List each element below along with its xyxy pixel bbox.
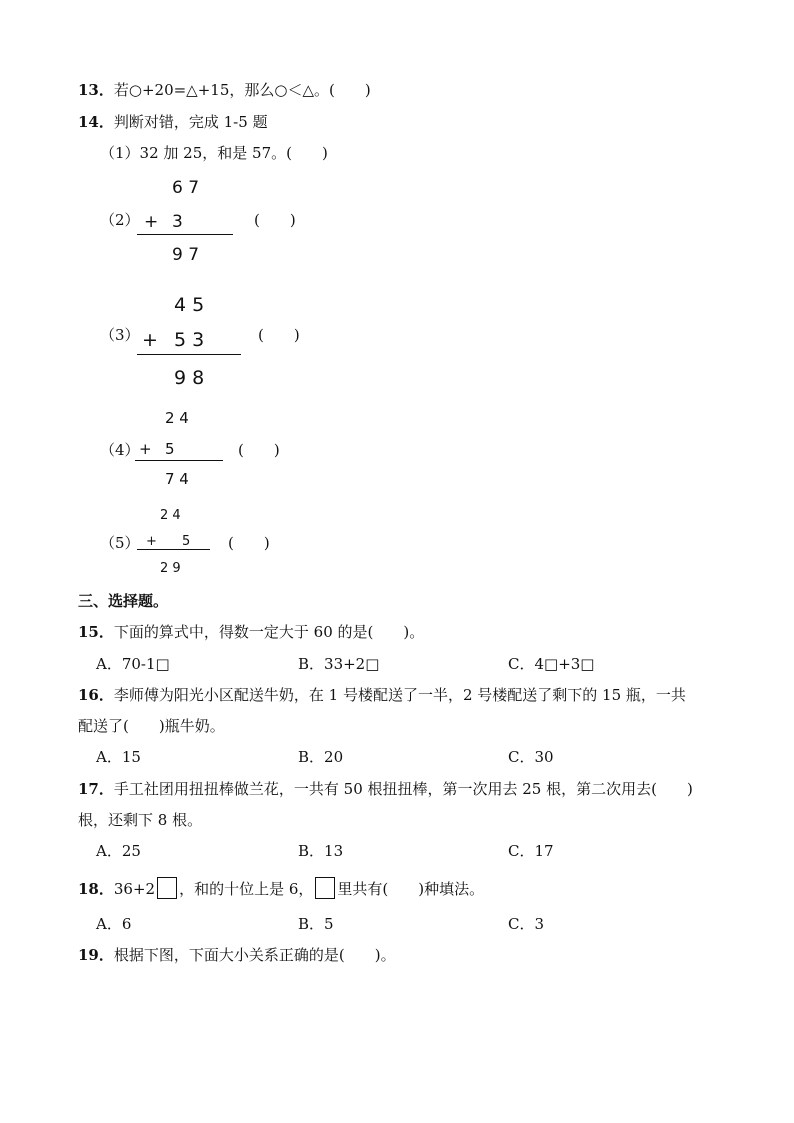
fill-in-box[interactable] [315, 877, 335, 899]
question-number: 18． [78, 880, 114, 898]
question-14 [78, 112, 268, 132]
question-16 [78, 685, 686, 705]
addend-second: 3 [172, 212, 183, 232]
question-number: 17． [78, 780, 114, 798]
addend-second: 5 [182, 534, 191, 549]
vertical-addition-2 [140, 178, 260, 273]
question-19 [78, 945, 396, 965]
question-15 [78, 622, 424, 642]
question-text-c: 里共有( )种填法。 [337, 880, 485, 898]
question-18 [78, 877, 484, 899]
plus-sign: + [139, 440, 152, 458]
option-c[interactable]: C．4□+3□ [508, 655, 595, 673]
question-text: （1）32 加 25，和是 57。( ) [100, 144, 328, 162]
option-a[interactable]: A．70-1□ [96, 655, 170, 673]
sum-result: 9 8 [174, 367, 205, 389]
sum-line [137, 354, 241, 355]
sum-line [137, 234, 233, 235]
question-13 [78, 80, 371, 100]
question-text: 若○+20=△+15，那么○＜△。( ) [113, 81, 371, 99]
question-17-cont: 根，还剩下 8 根。 [78, 811, 203, 829]
answer-blank[interactable]: ( ) [238, 441, 280, 459]
option-c[interactable]: C．3 [508, 915, 545, 933]
question-14-1 [100, 143, 328, 163]
option-a[interactable]: A．15 [96, 748, 141, 766]
question-text-b: ，和的十位上是 6， [179, 880, 314, 898]
option-b[interactable]: B．5 [298, 915, 334, 933]
plus-sign: + [146, 534, 157, 549]
addend-top: 4 5 [174, 294, 205, 316]
option-b[interactable]: B．13 [298, 842, 344, 860]
sub-label: （4） [100, 441, 140, 459]
option-c[interactable]: C．30 [508, 748, 554, 766]
question-number: 15． [78, 623, 114, 641]
vertical-addition-5 [140, 508, 230, 578]
addend-top: 6 7 [172, 178, 200, 198]
sub-label: （5） [100, 534, 140, 552]
question-number: 19． [78, 946, 114, 964]
answer-blank[interactable]: ( ) [254, 211, 296, 229]
sum-line [137, 549, 210, 550]
option-b[interactable]: B．20 [298, 748, 344, 766]
sum-result: 2 9 [160, 561, 181, 576]
plus-sign: + [144, 212, 159, 232]
plus-sign: + [142, 329, 158, 351]
answer-blank[interactable]: ( ) [258, 326, 300, 344]
question-text: 手工社团用扭扭棒做兰花，一共有 50 根扭扭棒，第一次用去 25 根，第二次用去( ) [113, 780, 693, 798]
section-title: 三、选择题。 [78, 592, 169, 610]
question-number: 16． [78, 686, 114, 704]
sum-result: 9 7 [172, 245, 200, 265]
option-c[interactable]: C．17 [508, 842, 554, 860]
addend-top: 2 4 [165, 409, 189, 427]
addend-second: 5 3 [174, 329, 205, 351]
sum-line [135, 460, 223, 461]
sub-label: （3） [100, 326, 140, 344]
question-text: 判断对错，完成 1-5 题 [113, 113, 268, 131]
answer-blank[interactable]: ( ) [228, 534, 270, 552]
vertical-addition-3 [140, 294, 260, 394]
option-a[interactable]: A．25 [96, 842, 141, 860]
question-number: 14． [78, 113, 114, 131]
addend-top: 2 4 [160, 508, 181, 523]
option-b[interactable]: B．33+2□ [298, 655, 380, 673]
question-text: 根据下图，下面大小关系正确的是( )。 [113, 946, 396, 964]
addend-second: 5 [165, 440, 175, 458]
sum-result: 7 4 [165, 470, 189, 488]
question-number: 13． [78, 81, 114, 99]
question-text: 李师傅为阳光小区配送牛奶，在 1 号楼配送了一半，2 号楼配送了剩下的 15 瓶，一共 [113, 686, 686, 704]
vertical-addition-4 [137, 409, 247, 494]
option-a[interactable]: A．6 [96, 915, 132, 933]
question-17 [78, 779, 693, 799]
fill-in-box[interactable] [157, 877, 177, 899]
sub-label: （2） [100, 211, 140, 229]
question-text-a: 36+2 [113, 880, 156, 898]
question-text: 下面的算式中，得数一定大于 60 的是( )。 [113, 623, 425, 641]
question-16-cont: 配送了( )瓶牛奶。 [78, 717, 225, 735]
